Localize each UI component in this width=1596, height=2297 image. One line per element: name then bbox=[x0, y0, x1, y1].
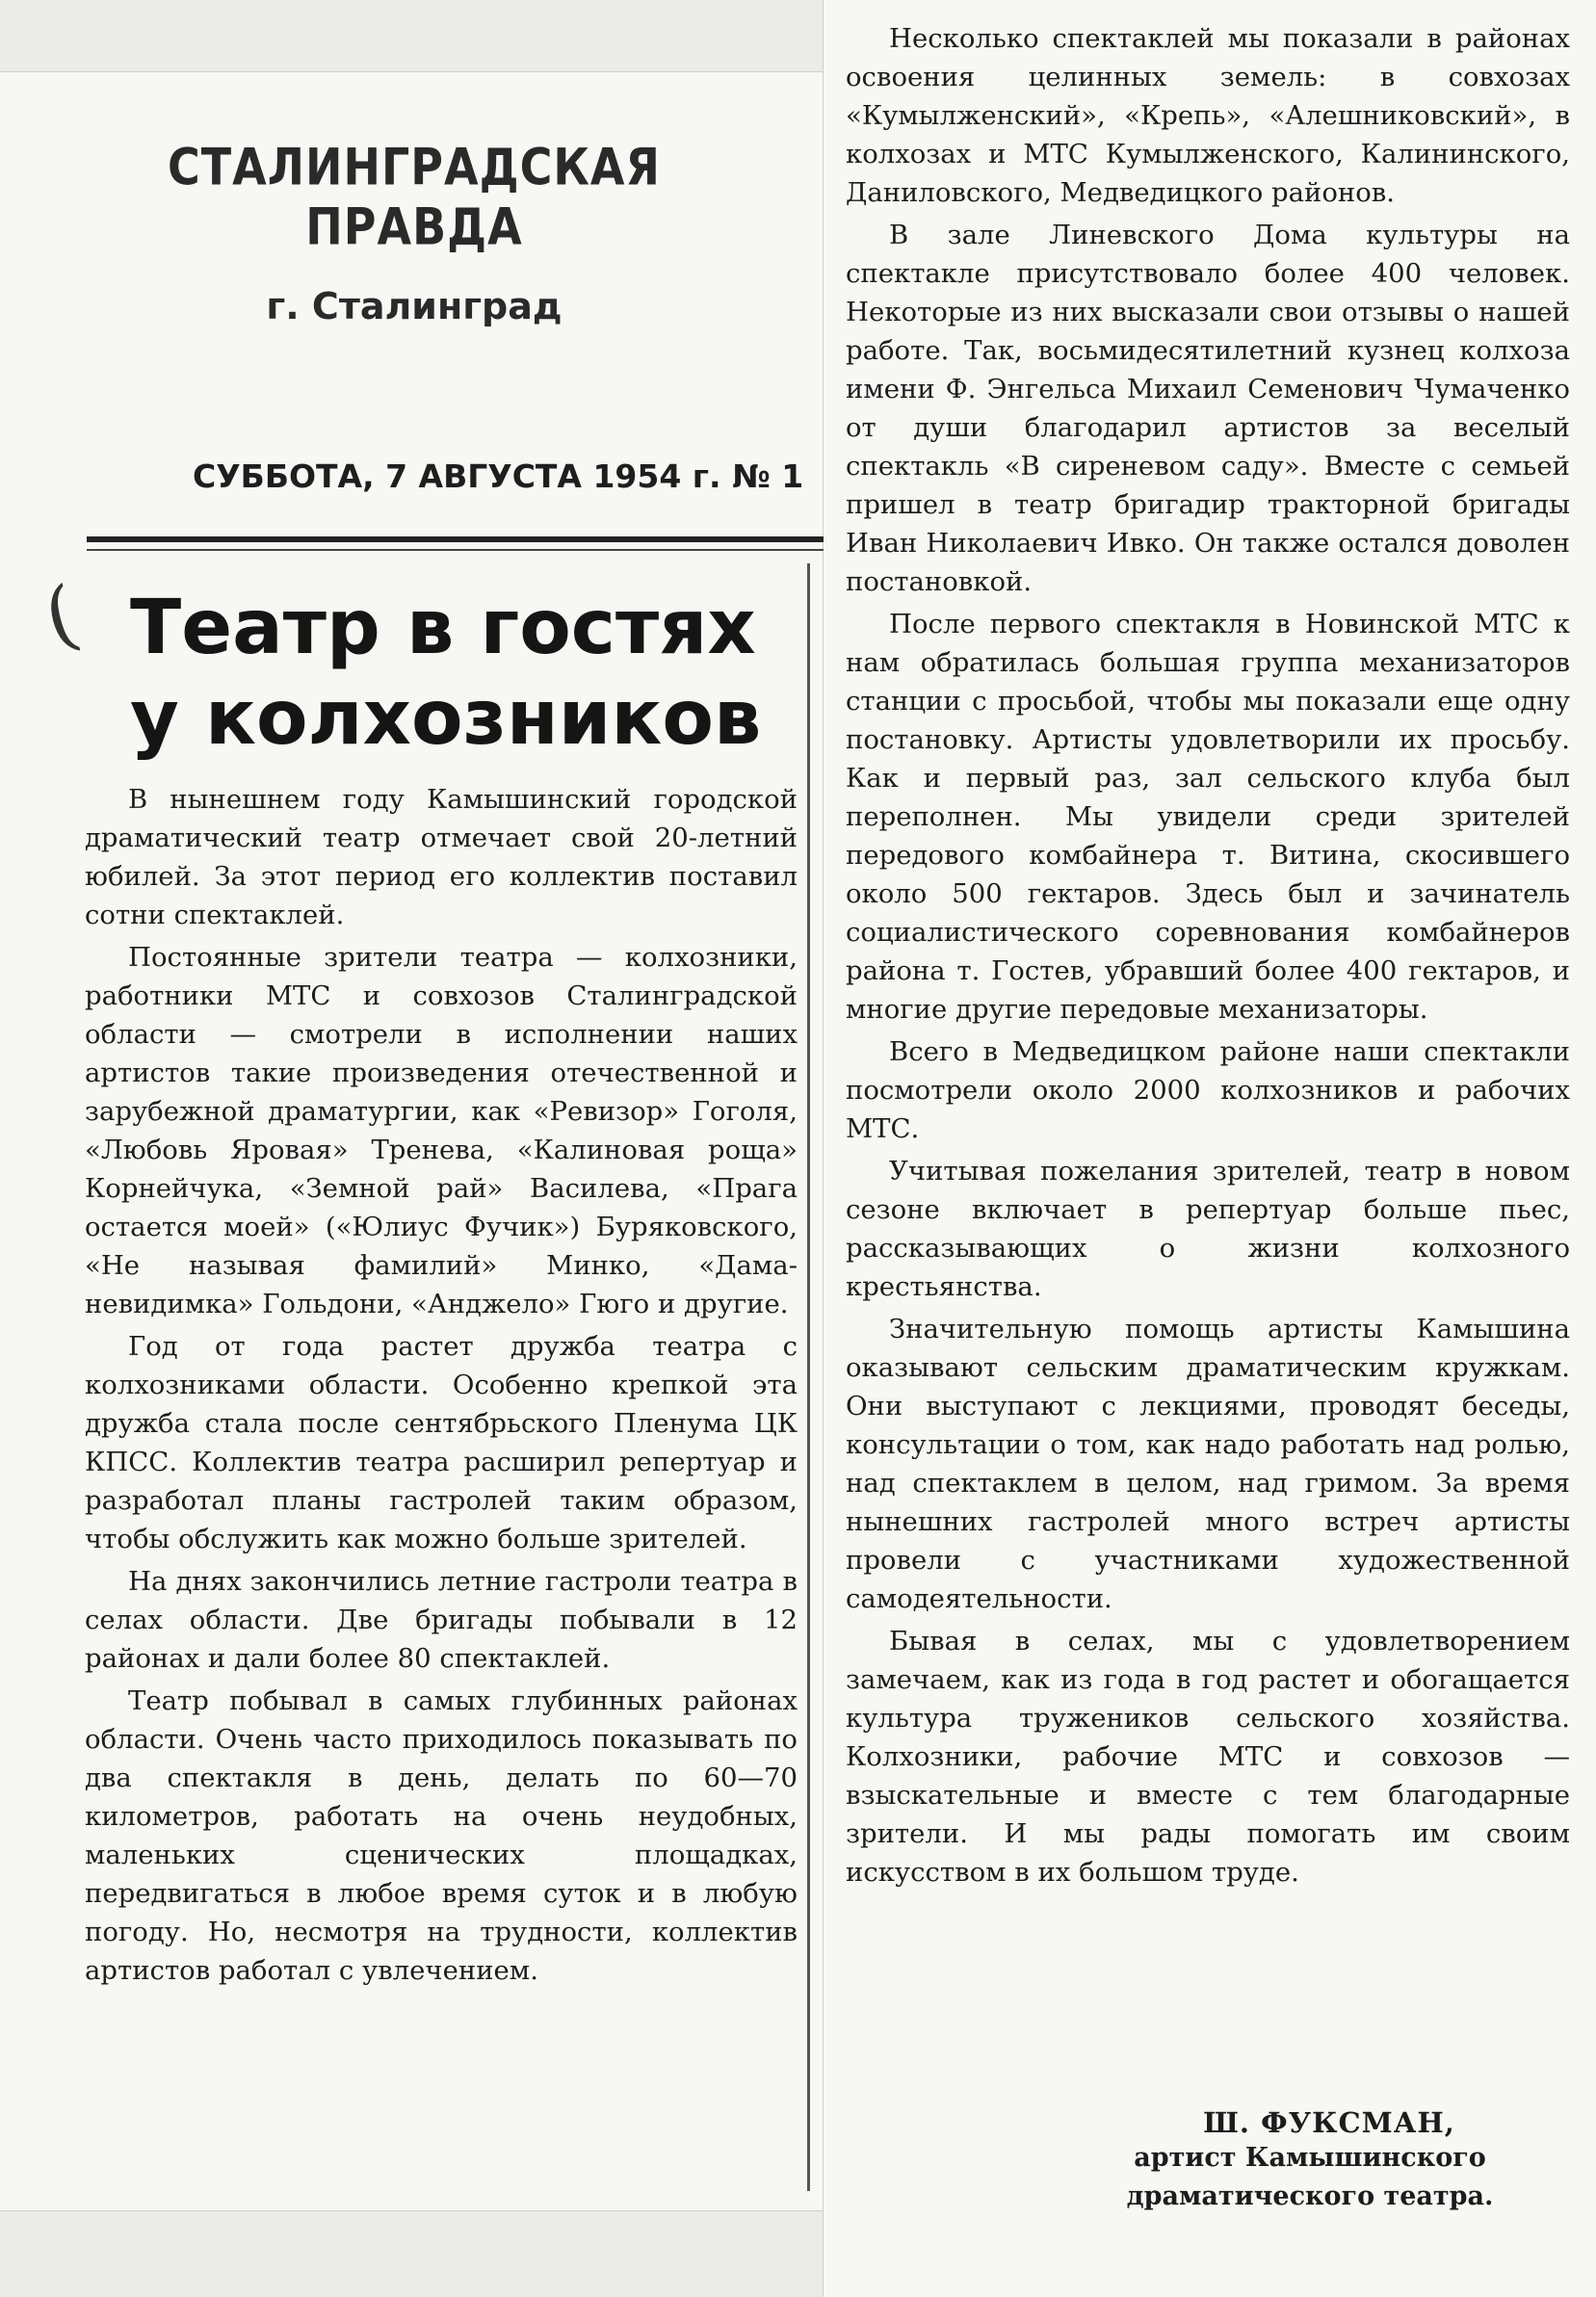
article-column-right bbox=[846, 19, 1570, 1895]
article-headline bbox=[130, 583, 804, 764]
paragraph: В зале Линевского Дома культуры на спектакле присутствовало более 400 человек. Некоторые из них высказали свои отзывы о нашей работе. Так, восьмидесятилетний кузнец колхоза имени Ф. Энгельса Михаил Семенович Чумаченко от души благодарил артистов за веселый спектакль «В сиреневом саду». Вместе с семьей пришел в театр бригадир тракторной бригады Иван Николаевич Ивко. Он также остался доволен постановкой. bbox=[846, 220, 1570, 597]
issue-dateline: СУББОТА, 7 АВГУСТА 1954 г. № 1 bbox=[193, 457, 804, 495]
paragraph: На днях закончились летние гастроли театра в селах области. Две бригады побывали в 12 районах и дали более 80 спектаклей. bbox=[85, 1566, 798, 1674]
paragraph: Учитывая пожелания зрителей, театр в новом сезоне включает в репертуар больше пьес, рассказывающих о жизни колхозного крестьянства. bbox=[846, 1156, 1570, 1302]
author-role-line-1: артист Камышинского bbox=[1134, 2143, 1486, 2173]
paragraph: Бывая в селах, мы с удовлетворением замечаем, как из года в год растет и обогащается культура тружеников сельского хозяйства. Колхозники, рабочие МТС и совхозов — взыскательные и вместе с тем благодарные зрители. И мы рады помогать им своим искусством в их большом труде. bbox=[846, 1626, 1570, 1888]
paragraph: В нынешнем году Камышинский городской драматический театр отмечает свой 20-летний юбилей. За этот период его коллектив поставил сотни спектаклей. bbox=[85, 784, 798, 930]
paragraph: Несколько спектаклей мы показали в районах освоения целинных земель: в совхозах «Кумылженский», «Крепь», «Алешниковский», в колхозах и МТС Кумылженского, Калининского, Даниловского, Медведицкого районов. bbox=[846, 23, 1570, 208]
headline-line-1: Театр в гостях bbox=[130, 585, 756, 671]
bracket-mark-icon: ( bbox=[35, 568, 88, 664]
header-divider-thin bbox=[87, 549, 824, 551]
paragraph: Театр побывал в самых глубинных районах области. Очень часто приходилось показывать по два спектакля в день, делать по 60—70 километров, работать на очень неудобных, маленьких сценических площадках, передвигаться в любое время суток и в любую погоду. Но, несмотря на трудности, коллектив артистов работал с увлечением. bbox=[85, 1685, 798, 1986]
paragraph: Значительную помощь артисты Камышина оказывают сельским драматическим кружкам. Они выступают с лекциями, проводят беседы, консультации о том, как надо работать над ролью, над спектаклем в целом, над гримом. За время нынешних гастролей много встреч артисты провели с участниками художественной самодеятельности. bbox=[846, 1314, 1570, 1614]
paragraph: Постоянные зрители театра — колхозники, работники МТС и совхозов Сталинградской области — смотрели в исполнении наших артистов такие произведения отечественной и зарубежной драматургии, как «Ревизор» Гоголя, «Любовь Яровая» Тренева, «Калиновая роща» Корнейчука, «Земной рай» Василева, «Прага остается моей» («Юлиус Фучик») Буряковского, «Не называя фамилий» Минко, «Дама-невидимка» Гольдони, «Анджело» Гюго и другие. bbox=[85, 942, 798, 1319]
column-divider bbox=[807, 563, 810, 2191]
author-signature bbox=[1040, 2106, 1580, 2216]
author-name: Ш. ФУКСМАН, bbox=[1203, 2106, 1455, 2139]
article-column-left bbox=[85, 780, 798, 1994]
newspaper-city: г. Сталинград bbox=[266, 285, 563, 327]
paragraph: Год от года растет дружба театра с колхозниками области. Особенно крепкой эта дружба стала после сентябрьского Пленума ЦК КПСС. Коллектив театра расширил репертуар и разработал планы гастролей таким образом, чтобы обслужить как можно больше зрителей. bbox=[85, 1331, 798, 1554]
paragraph: Всего в Медведицком районе наши спектакли посмотрели около 2000 колхозников и рабочих МТС. bbox=[846, 1036, 1570, 1144]
newspaper-masthead bbox=[125, 136, 703, 327]
header-divider-thick bbox=[87, 536, 824, 542]
headline-line-2: у колхозников bbox=[130, 675, 762, 762]
author-role-line-2: драматического театра. bbox=[1126, 2181, 1494, 2211]
paragraph: После первого спектакля в Новинской МТС к нам обратилась большая группа механизаторов станции с просьбой, чтобы мы показали еще одну постановку. Артисты удовлетворили их просьбу. Как и первый раз, зал сельского клуба был переполнен. Мы увидели среди зрителей передового комбайнера т. Витина, скосившего около 500 гектаров. Здесь был и зачинатель социалистического соревнования комбайнеров района т. Гостев, убравший более 400 гектаров, и многие другие передовые механизаторы. bbox=[846, 609, 1570, 1025]
newspaper-title: СТАЛИНГРАДСКАЯ ПРАВДА bbox=[168, 136, 661, 257]
